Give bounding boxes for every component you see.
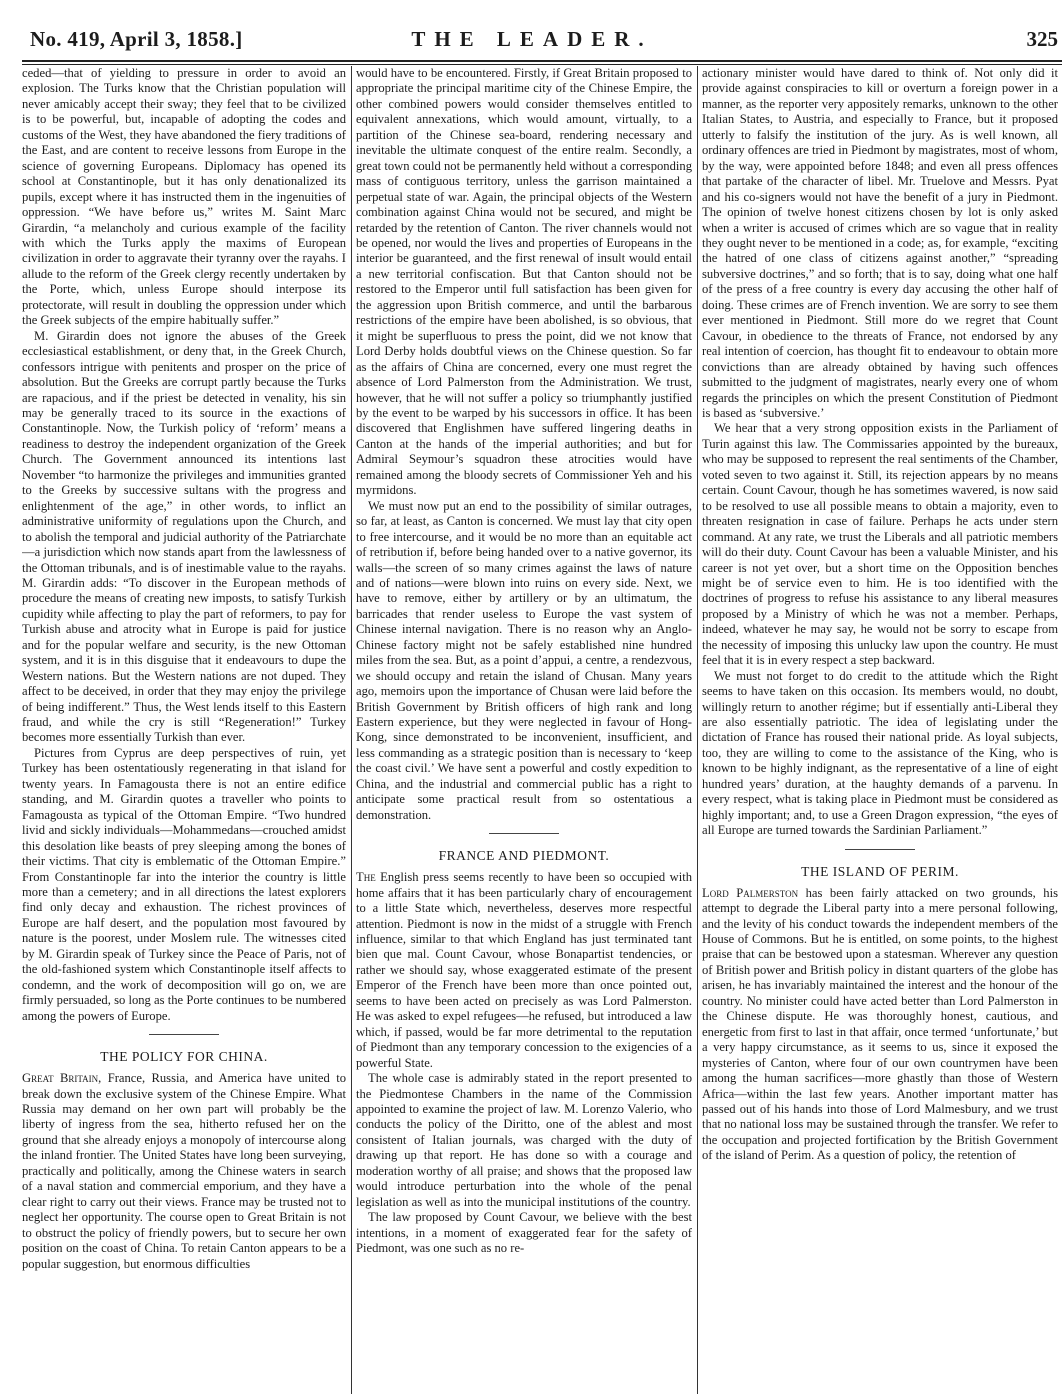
column-3 <box>702 66 1058 1394</box>
column-1 <box>22 66 346 1394</box>
paragraph: M. Girardin does not ignore the abuses of the Greek ecclesiastical establishment, or deny that, in the Greek Church, confessors intrigue with penitents and prosper on the price of absolution. But the Greeks are corrupt partly because the Turks are rapacious, and if the priest be detected in venality, his sin may be generally traced to its source in the exactions of Constantinople. Now, the Turkish policy of ‘reform’ means a readiness to destroy the independent organization of the Greek Church. The Government announced its intentions last November “to harmonize the privileges and immunities granted to the Greeks by successive sultans with the progress and enlightenment of the age,” in other words, to inflict an administrative uniformity of regulations upon the Church, and to abolish the temporal and judicial authority of the Patriarchate—a jurisdiction which now stands apart from the lawlessness of the Ottoman tribunals, and is of inestimable value to the rayahs. M. Girardin adds: “To discover in the European methods of procedure the means of creating new imposts, to satisfy Turkish cupidity while affecting to play the part of reformers, to pay for Turkish abuse and atrocity what in Europe is paid for justice and for the popular welfare and security, is the new Ottoman system, and it is in this disguise that it endeavours to dupe the Western nations. But the Western nations are not duped. They affect to be deceived, in order that they may enjoy the privilege of being indifferent.” Thus, the West lends itself to this Eastern fraud, and while the cry is still “Regeneration!” Turkey becomes more essentially Turkish than ever. <box>22 328 346 745</box>
lead-words: Lord Palmerston <box>702 885 799 900</box>
section-heading: FRANCE AND PIEDMONT. <box>438 848 610 864</box>
section-separator <box>149 1034 219 1035</box>
section-separator <box>845 849 915 850</box>
paragraph-text: has been fairly attacked on two grounds, his attempt to degrade the Liberal party into a mere personal following, and the levity of his conduct towards the independent members of the House of Commons. But he is entitled, on some points, to the highest praise that can be bestowed upon a statesman. Wherever any question of British power and British policy in distant quarters of the globe has arisen, he has invariably maintained the interest and the honour of the country. No minister could have acted better than Lord Palmerston in the Chinese dispute. He was thoroughly honest, cautious, and energetic from first to last in that affair, once termed ‘unfortunate,’ but a very happy circumstance, as it seems to us, since it exposed the mysteries of Canton, where four of our own countrymen have been among the human sacrifices—more ghastly than those of Western Africa—within the last few years. Another important matter has passed out of his hands into those of Lord Malmesbury, and we trust that no national loss may be sustained through the transfer. We refer to the occupation and projected fortification by the British Government of the island of Perim. As a question of policy, the retention of <box>702 885 1058 1163</box>
paragraph: We must not forget to do credit to the attitude which the Right seems to have taken on this occasion. Its members would, no doubt, willingly return to another régime; but if essentially anti-Liberal they are also essentially patriotic. The idea of legislating under the dictation of France has roused their national pride. As loyal subjects, too, they are willing to come to the assistance of the King, who is known to be highly indignant, as the representative of a line of eight hundred years’ duration, at the haughty demands of a parvenu. In every respect, what is taking place in Piedmont must be considered as highly important; and, to use a Green Dragon expression, “the eyes of all Europe are turned towards the Sardinian Parliament.” <box>702 668 1058 838</box>
paragraph <box>22 1071 346 1272</box>
section-separator <box>489 833 559 834</box>
newspaper-title: THE LEADER. <box>411 27 653 51</box>
article-columns <box>22 66 1062 1396</box>
column-2 <box>356 66 692 1394</box>
lead-words: The <box>356 870 376 885</box>
section-heading: THE POLICY FOR CHINA. <box>100 1049 268 1065</box>
header-rule-thin <box>22 64 1062 65</box>
paragraph: Pictures from Cyprus are deep perspectives of ruin, yet Turkey has been ostentatiously regenerating in that island for twenty years. In Famagousta there is not an entire edifice standing, and M. Girardin quotes a traveller who points to Famagousta as typical of the Ottoman Empire. “Two hundred livid and sickly individuals—Mohammedans—crouched amidst this desolation like beasts of prey sleeping among the bones of their victims. That city is emblematic of the Ottoman Empire.” From Constantinople far into the interior the country is little more than a cemetery; and in all directions the latest explorers find only decay and exhaustion. The richest provinces of Europe are half desert, and the population most favoured by nature is the poorest, under Moslem rule. The witnesses cited by M. Girardin speak of Turkey since the Peace of Paris, not of the old-fashioned system which Constantinople itself affects to condemn, and the work of decomposition will go on, we are firmly persuaded, so long as the Porte continues to be numbered among the powers of Europe. <box>22 745 346 1023</box>
issue-date: No. 419, April 3, 1858.] <box>30 27 243 51</box>
page-number: 325 <box>1026 27 1058 51</box>
paragraph: The law proposed by Count Cavour, we believe with the best intentions, in a moment of exaggerated fear for the safety of Piedmont, was one such as no re- <box>356 1210 692 1256</box>
paragraph-text: English press seems recently to have been so occupied with home affairs that it has been particularly chary of encouragement to a little State which, nevertheless, deserves more respectful attention. Piedmont is now in the midst of a struggle with French influence, similar to that which England has just terminated tant bien que mal. Count Cavour, whose Bonapartist tendencies, or rather we should say, whose exaggerated estimate of the present Emperor of the French have been more than once pointed out, seems to have been acted on precisely as was Lord Palmerston. He was asked to expel refugees—he refused, but introduced a law which, if passed, would be far more detrimental to the reputation of Piedmont than any temporary concession to the exigencies of a powerful State. <box>356 870 692 1070</box>
paragraph: actionary minister would have dared to think of. Not only did it provide against conspiracies to kill or overturn a foreign power in a manner, as the reporter very appositely remarks, unknown to the other Italian States, to Austria, and especially to France, but it proposed utterly to falsify the institution of the jury. As is well known, all ordinary offences are tried in Piedmont by magistrates, most of whom, by the way, were appointed before 1848; and even all press offences that partake of the character of libel. Mr. Truelove and Messrs. Pyat and his co-signers would not have the benefit of a jury in Piedmont. The opinion of twelve honest citizens chosen by lot is only asked when a writer is accused of crimes which are so vague that in reality they ought never to be mentioned in a code; as, for example, “exciting the hatred of one class of citizens against another,” “spreading subversive doctrines,” and so forth; that is to say, doing what one half of the press of a free country is every day accusing the other half of doing. These crimes are of French invention. We are sorry to see them ever mentioned in Piedmont. Still more do we regret that Count Cavour, in obedience to the threats of France, not endorsed by any real intention of coercion, has thought fit to endeavour to obtain more convictions than are already obtained by having such offences submitted to the judgment of magistrates, nearly every one of whom regards the principles on which the present Constitution of Piedmont is based as ‘subversive.’ <box>702 66 1058 420</box>
section-heading: THE ISLAND OF PERIM. <box>801 863 959 879</box>
paragraph: The whole case is admirably stated in the report presented to the Piedmontese Chambers in the name of the Commission appointed to examine the project of law. M. Lorenzo Valerio, who conducts the policy of the Diritto, one of the ablest and most consistent of Italian journals, was charged with the duty of drawing up that report. He has done so with a courage and moderation worthy of all praise; and shows that the proposed law would introduce perturbation into the whole of the penal legislation as well as into the municipal institutions of the country. <box>356 1071 692 1209</box>
column-divider <box>351 66 352 1394</box>
paragraph: would have to be encountered. Firstly, if Great Britain proposed to appropriate the principal maritime city of the Chinese Empire, the other combined powers would consider themselves entitled to equivalent annexations, which would amount, virtually, to a partition of the Chinese sea-board, rendering necessary and inevitable the ultimate conquest of the entire realm. Secondly, a great town could not be permanently held without a corresponding mass of contiguous territory, unless the garrison maintained a perpetual state of war. Again, the principal objects of the Western combination against China would not be secured, and might be retarded by the retention of Canton. The river channels would not be opened, nor would the lives and properties of Europeans in the interior be guaranteed, and the first renewal of insult would entail a new territorial confiscation. But that Canton should not be restored to the Emperor until full satisfaction has been given for the aggression upon British commerce, and until the barbarous restrictions of the empire have been abolished, is so obvious, that it might be superfluous to press the point, did we not know that Lord Derby holds doubtful views on the Chinese question. So far as the affairs of China are concerned, every one must regret the absence of Lord Palmerston from the Administration. We trust, however, that he will not suffer a policy so triumphantly justified by the event to be warped by his successors in office. It has been discovered that Englishmen have suffered lingering deaths in Canton at the hands of the imperial authorities; and but for Admiral Seymour’s squadron these atrocities would have remained among the bloody secrets of Commissioner Yeh and his myrmidons. <box>356 66 692 498</box>
paragraph <box>356 870 692 1071</box>
header-rule <box>22 60 1062 62</box>
paragraph: ceded—that of yielding to pressure in order to avoid an explosion. The Turks know that the Christian population will never amicably accept their sway; they feel that to be civilized is to be powerful, but, incapable of adopting the codes and customs of the West, they have abandoned the fiery traditions of the East, and are content to receive lessons from Europe in the science of governing Europeans. Diplomacy has opened its school at Constantinople, but it has only denationalized its pupils, except where it has instructed them in the ingenuities of oppression. “We have before us,” writes M. Saint Marc Girardin, “a melancholy and curious example of the facility with which the Turks apply the maxims of European civilization in order to aggravate their tyranny over the rayahs. I allude to the reform of the Greek clergy recently undertaken by the Porte, which, unless Europe should interpose its protectorate, will result in doubling the oppression under which the Greek subjects of the empire habitually suffer.” <box>22 66 346 328</box>
paragraph-text: France, Russia, and America have united to break down the exclusive system of the Chinese Empire. What Russia may demand on her own part will probably be the liberty of ingress from the sea, hitherto refused her on the ground that she already enjoys a monopoly of intercourse along the inland frontier. The United States have long been surveying, practically and politically, among the Chinese waters in search of a naval station and commercial emporium, and they have a clear right to carry out their views. France may be trusted not to neglect her opportunity. The course open to Great Britain is not to obstruct the policy of friendly powers, but to secure her own position on the coast of China. To retain Canton appears to be a popular suggestion, but enormous difficulties <box>22 1071 346 1271</box>
page-header <box>0 0 1064 58</box>
column-divider <box>697 66 698 1394</box>
paragraph: We must now put an end to the possibility of similar outrages, so far, at least, as Canton is concerned. We must lay that city open to free intercourse, and it would be no more than an equitable act of retribution if, before being handed over to a native governor, its walls—the screen of so many crimes against the laws of nature and of nations—were blown into ruins on every side. Next, we have to remove, either by artillery or by an ultimatum, the barricades that render useless to Europe the vast system of Chinese internal navigation. There is no reason why an Anglo-Chinese factory might not be safely established nine hundred miles from the sea. But, as a point d’appui, a centre, a rendezvous, we should occupy and retain the island of Chusan. Many years ago, memoirs upon the importance of Chusan were laid before the British Government by British officers of high rank and long Eastern experience, but they were neglected in favour of Hong-Kong, since demonstrated to be inconvenient, insufficient, and less commanding as a strategic position than is necessary to ‘keep the coast civil.’ We have sent a powerful and costly expedition to China, and the industrial and commercial public has a right to anticipate some practical result from so ostentatious a demonstration. <box>356 498 692 822</box>
lead-words: Great Britain, <box>22 1071 102 1086</box>
paragraph <box>702 886 1058 1164</box>
paragraph: We hear that a very strong opposition exists in the Parliament of Turin against this law. The Commissaries appointed by the bureaux, who may be supposed to represent the real sentiments of the Chamber, voted seven to two against it. Still, its rejection appears by no means certain. Count Cavour, though he has sometimes wavered, is now said to be resolved to use all possible means to obtain a majority, even to threaten resignation in case of failure. Perhaps he acts under stern command. At any rate, we trust the Liberals and all patriotic members will do their duty. Count Cavour has been a valuable Minister, and his career is not yet over, but a short time on the Opposition benches might be of service even to him. He is too identified with the doctrines of progress to refuse his assistance to any liberal measures proposed by a Ministry of which he was not a member. Perhaps, indeed, whatever he may say, he would not be sorry to escape from the necessity of imposing this unlucky law upon the country. He must feel that it is in every respect a step backward. <box>702 421 1058 668</box>
